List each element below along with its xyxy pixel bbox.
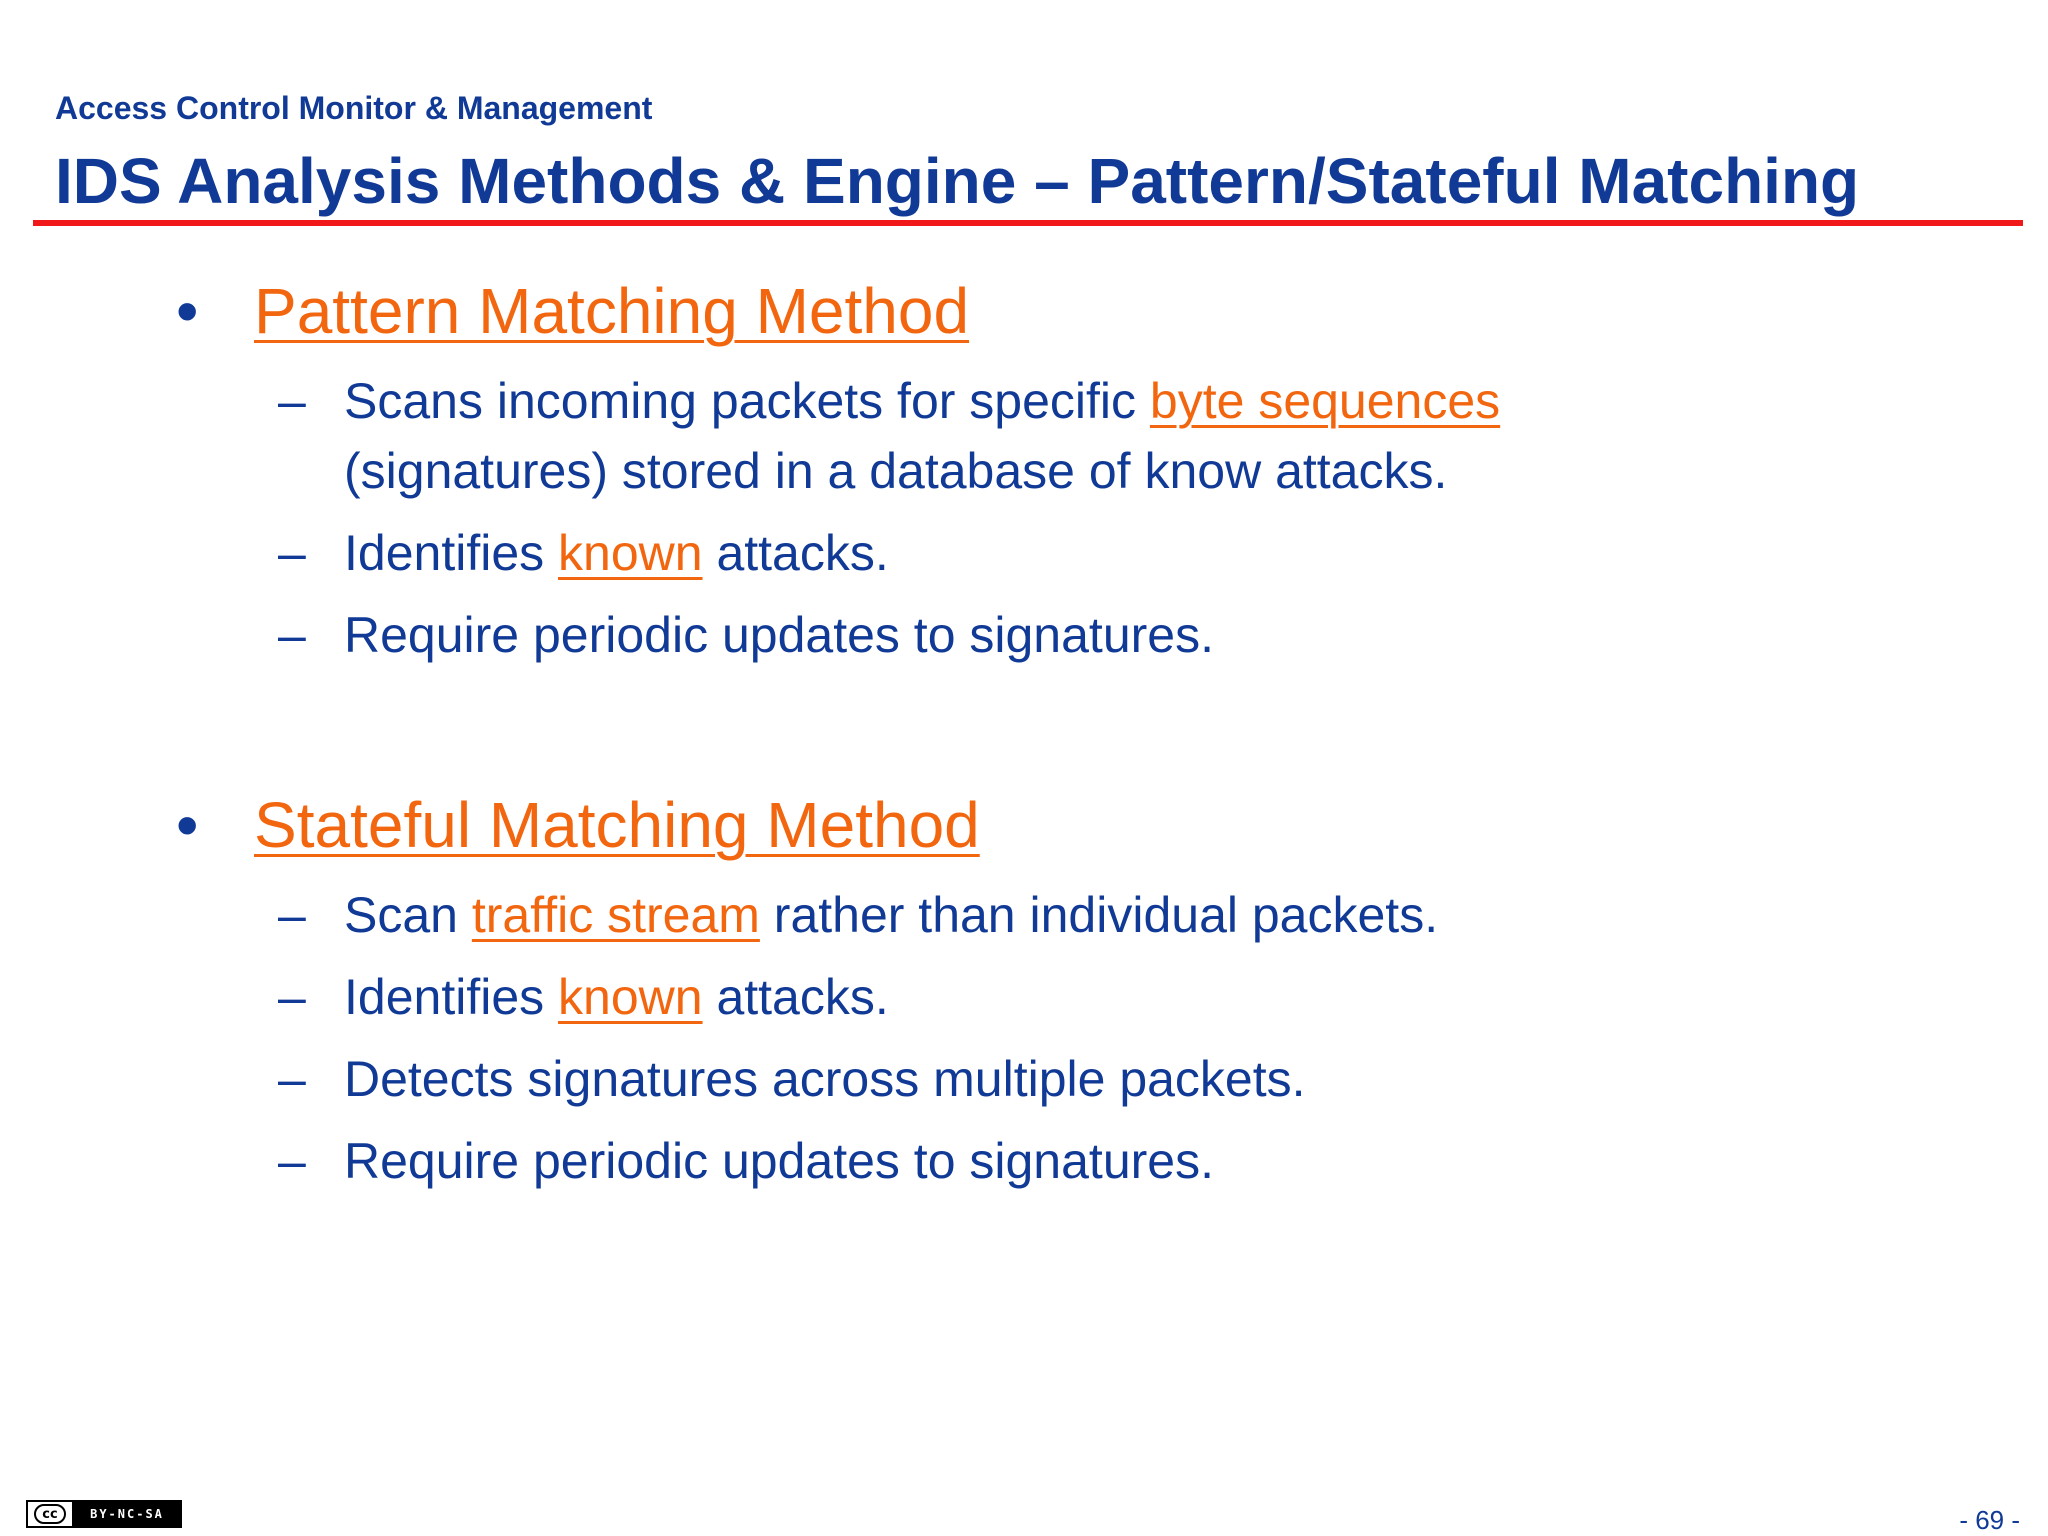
list-item-text: Identifies known attacks.	[344, 969, 889, 1025]
list-item-text: Identifies known attacks.	[344, 525, 889, 581]
dash-icon: –	[278, 607, 306, 663]
dash-icon: –	[278, 1133, 306, 1189]
bullet-icon: •	[176, 275, 199, 347]
link-known[interactable]: known	[558, 525, 703, 581]
list-item-text: Scan traffic stream rather than individual packets.	[344, 887, 1439, 943]
link-traffic-stream[interactable]: traffic stream	[471, 887, 760, 943]
slide-supertitle: Access Control Monitor & Management	[55, 90, 653, 126]
link-byte-sequences[interactable]: byte sequences	[1149, 373, 1501, 429]
cc-logo	[28, 1502, 74, 1526]
cc-circle-icon: cc	[34, 1504, 66, 1524]
dash-icon: –	[278, 1051, 306, 1107]
list-item-text: Require periodic updates to signatures.	[344, 607, 1214, 663]
list-item-text: (signatures) stored in a database of know attacks.	[344, 443, 1448, 499]
slide-title: IDS Analysis Methods & Engine – Pattern/Stateful Matching	[55, 145, 1860, 217]
cc-by-nc-sa-icon	[26, 1500, 182, 1528]
dash-icon: –	[278, 373, 306, 429]
link-known[interactable]: known	[558, 969, 703, 1025]
bullet-icon: •	[176, 789, 199, 861]
title-underline-rule	[33, 220, 2023, 226]
list-item-text: Scans incoming packets for specific byte sequences	[344, 373, 1501, 429]
section-heading-text[interactable]: Pattern Matching Method	[254, 275, 970, 347]
page-number: - 69 -	[1959, 1505, 2020, 1535]
dash-icon: –	[278, 525, 306, 581]
dash-icon: –	[278, 887, 306, 943]
list-item-text: Detects signatures across multiple packets.	[344, 1051, 1306, 1107]
list-item-text: Require periodic updates to signatures.	[344, 1133, 1214, 1189]
dash-icon: –	[278, 969, 306, 1025]
section-heading-text[interactable]: Stateful Matching Method	[254, 789, 980, 861]
license-label: BY-NC-SA	[74, 1502, 180, 1526]
